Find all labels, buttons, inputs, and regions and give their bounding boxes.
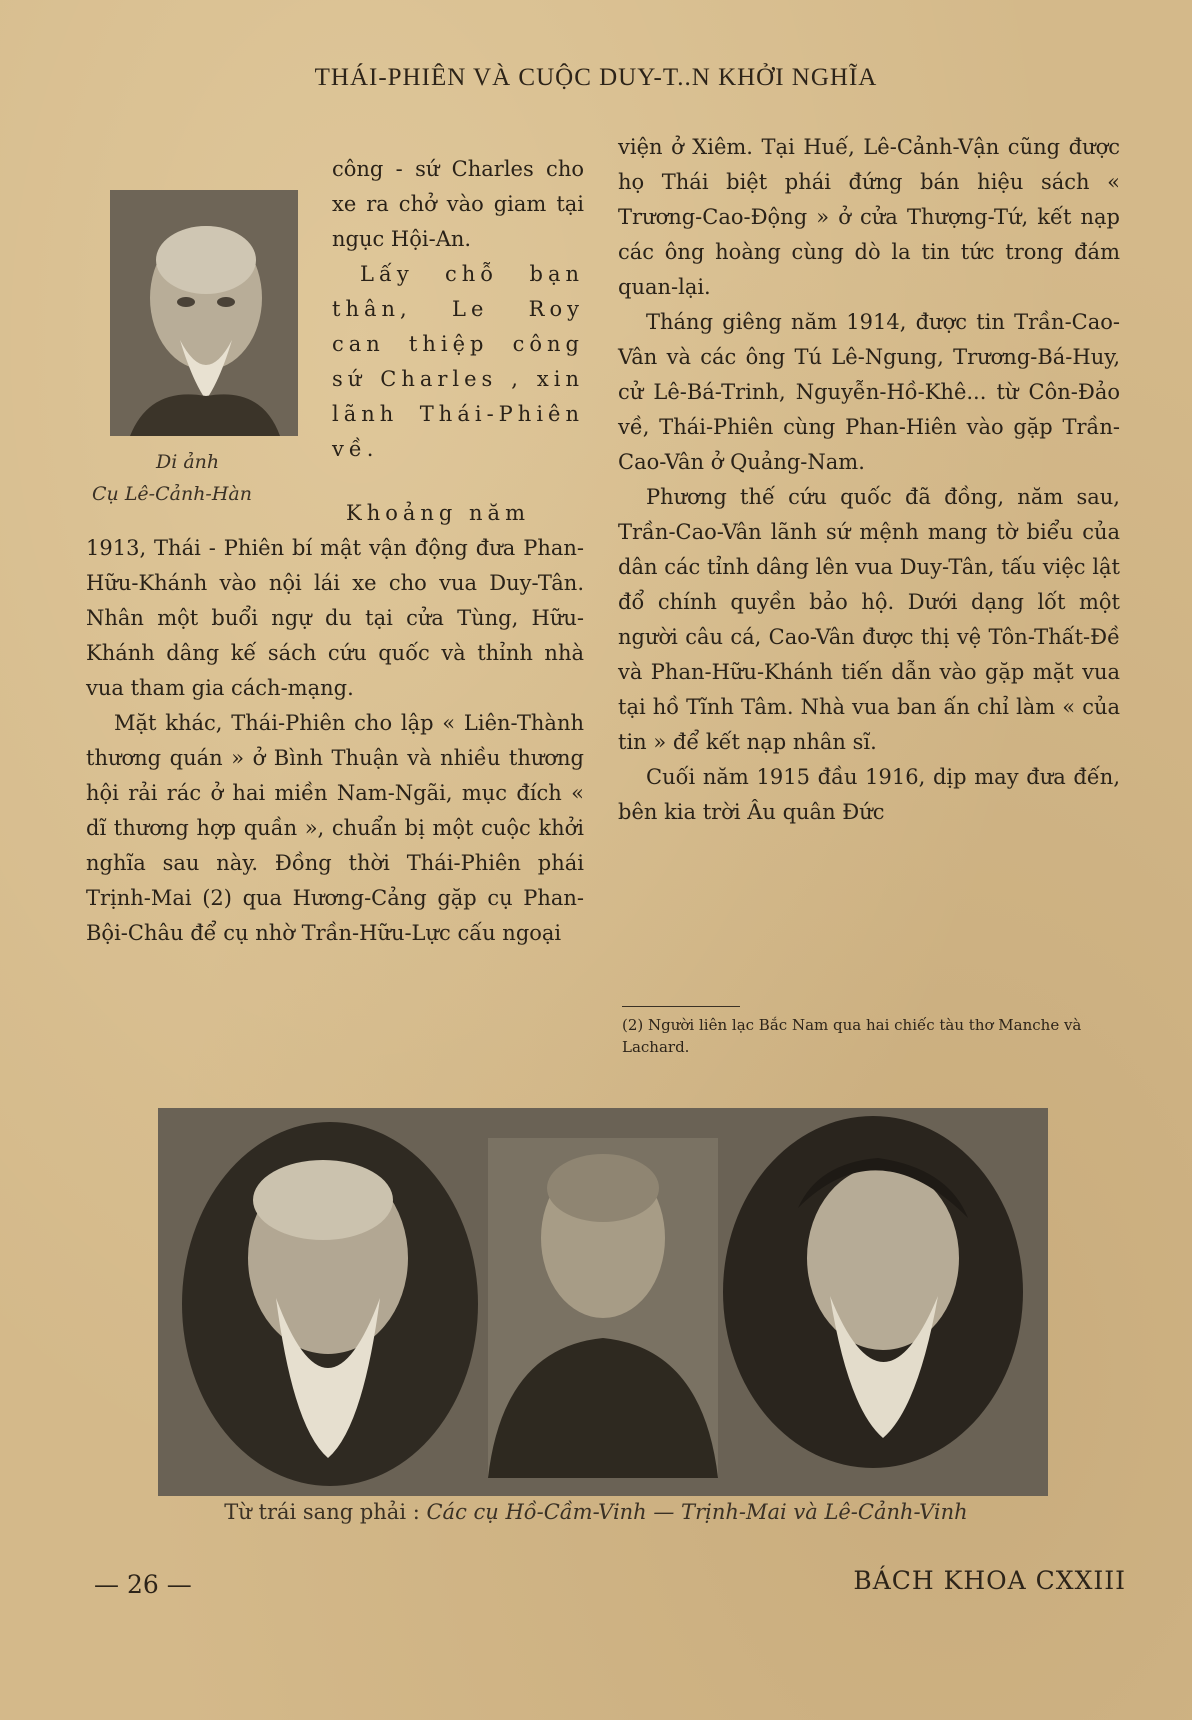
paragraph: Mặt khác, Thái-Phiên cho lập « Liên-Thành thương quán » ở Bình Thuận và nhiều thương hội rải rác ở hai miền Nam-Ngãi, mục đích « dĩ thương hợp quần », chuẩn bị một cuộc khởi nghĩa sau này. Đồng thời Thái-Phiên phái Trịnh-Mai (2) qua Hương-Cảng gặp cụ Phan-Bội-Châu để cụ nhờ Trần-Hữu-Lực cấu ngoại <box>86 711 584 945</box>
portrait-caption-line2: Cụ Lê-Cảnh-Hàn <box>92 483 252 505</box>
footnote: (2) Người liên lạc Bắc Nam qua hai chiếc tàu thơ Manche và Lachard. <box>622 1016 1082 1056</box>
photo-caption-names: Các cụ Hồ-Cầm-Vinh — Trịnh-Mai và Lê-Cảnh-Vinh <box>426 1500 968 1524</box>
group-photo-image <box>158 1108 1048 1496</box>
group-photo <box>158 1108 1048 1496</box>
paragraph-lead: Khoảng năm <box>346 501 530 525</box>
portrait-caption-line1: Di ảnh <box>156 451 220 473</box>
photo-caption-lead: Từ trái sang phải : <box>224 1500 420 1524</box>
page-number: — 26 — <box>94 1570 192 1599</box>
portrait-image <box>110 190 298 436</box>
paragraph: Cuối năm 1915 đầu 1916, dịp may đưa đến, bên kia trời Âu quân Đức <box>618 765 1120 824</box>
portrait-photo <box>110 190 298 436</box>
running-header: THÁI-PHIÊN VÀ CUỘC DUY-T..N KHỞI NGHĨA <box>314 64 878 91</box>
left-column-top <box>332 152 584 467</box>
paragraph: Phương thế cứu quốc đã đồng, năm sau, Trần-Cao-Vân lãnh sứ mệnh mang tờ biểu của dân các tỉnh dâng lên vua Duy-Tân, tấu việc lật đổ chính quyền bảo hộ. Dưới dạng lốt một người câu cá, Cao-Vân được thị vệ Tôn-Thất-Đề và Phan-Hữu-Khánh tiến dẫn vào gặp mặt vua tại hồ Tĩnh Tâm. Nhà vua ban ấn chỉ làm « của tin » để kết nạp nhân sĩ. <box>618 485 1120 754</box>
paragraph: viện ở Xiêm. Tại Huế, Lê-Cảnh-Vận cũng được họ Thái biệt phái đứng bán hiệu sách « Trương-Cao-Động » ở cửa Thượng-Tứ, kết nạp các ông hoàng cùng dò la tin tức trong đám quan-lại. <box>618 135 1120 299</box>
photo-caption <box>0 1500 1192 1524</box>
journal-name: BÁCH KHOA CXXIII <box>853 1566 1126 1595</box>
paragraph: Tháng giêng năm 1914, được tin Trần-Cao-Vân và các ông Tú Lê-Ngung, Trương-Bá-Huy, cử Lê-Bá-Trinh, Nguyễn-Hồ-Khê... từ Côn-Đảo về, Thái-Phiên cùng Phan-Hiên vào gặp Trần-Cao-Vân ở Quảng-Nam. <box>618 310 1120 474</box>
paragraph: 1913, Thái - Phiên bí mật vận động đưa Phan-Hữu-Khánh vào nội lái xe cho vua Duy-Tân. Nhân một buổi ngự du tại cửa Tùng, Hữu-Khánh dâng kế sách cứu quốc và thỉnh nhà vua tham gia cách-mạng. <box>86 536 584 700</box>
paragraph: công - sứ Charles cho xe ra chở vào giam tại ngục Hội-An. <box>332 157 584 251</box>
footnote-rule <box>622 1006 740 1007</box>
paragraph: Lấy chỗ bạn thân, Le Roy can thiệp công sứ Charles , xin lãnh Thái-Phiên về. <box>332 262 584 461</box>
left-column-bottom <box>86 496 584 951</box>
right-column <box>618 130 1120 830</box>
